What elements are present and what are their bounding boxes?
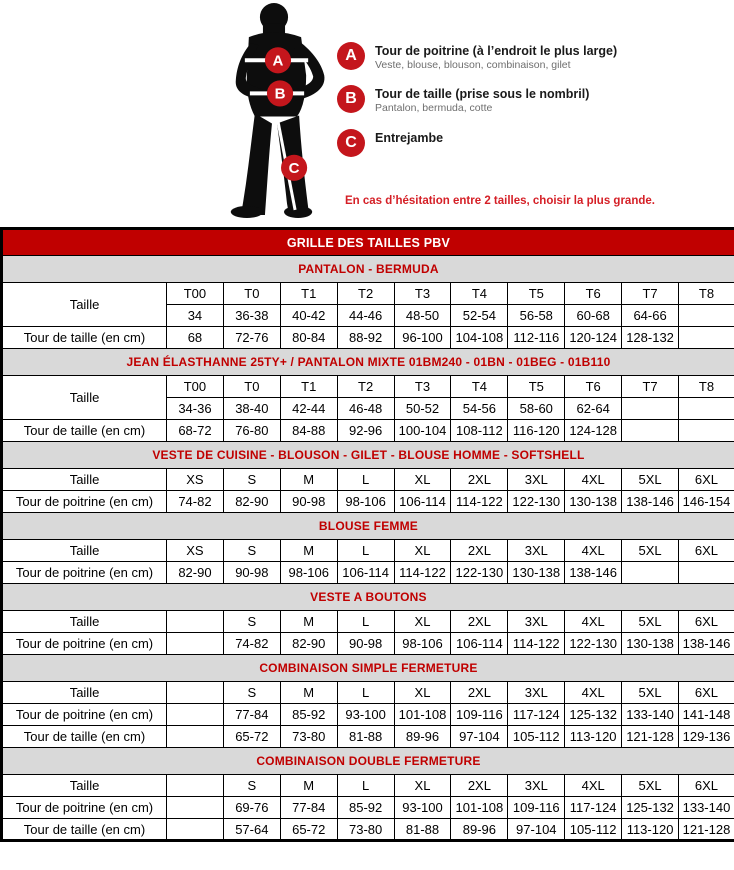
size-cell: 5XL: [622, 682, 679, 704]
size-cell: 101-108: [451, 797, 508, 819]
size-cell: [679, 398, 734, 420]
size-cell: L: [337, 611, 394, 633]
table-row: [2, 797, 734, 819]
size-cell: [679, 562, 734, 584]
size-cell: [167, 726, 224, 748]
row-label: Tour de poitrine (en cm): [2, 797, 167, 819]
size-cell: 120-124: [565, 327, 622, 349]
legend-a-letter: A: [345, 47, 357, 64]
table-row: [2, 819, 734, 841]
row-label: Taille: [2, 376, 167, 420]
size-cell: [622, 398, 679, 420]
size-cell: 97-104: [508, 819, 565, 841]
size-cell: T5: [508, 376, 565, 398]
marker-c-letter: C: [288, 159, 300, 177]
size-cell: 105-112: [565, 819, 622, 841]
row-label: Tour de poitrine (en cm): [2, 704, 167, 726]
size-cell: T00: [167, 376, 224, 398]
size-cell: 57-64: [223, 819, 280, 841]
size-cell: XL: [394, 469, 451, 491]
size-cell: 121-128: [622, 726, 679, 748]
legend-b-letter: B: [345, 90, 357, 107]
size-cell: 5XL: [622, 611, 679, 633]
size-cell: XL: [394, 540, 451, 562]
row-label: Tour de taille (en cm): [2, 327, 167, 349]
measurement-diagram: [0, 0, 734, 227]
size-cell: L: [337, 540, 394, 562]
size-cell: 106-114: [451, 633, 508, 655]
size-cell: 74-82: [167, 491, 224, 513]
section-header-row: [2, 256, 734, 283]
size-cell: 34: [167, 305, 224, 327]
size-cell: 82-90: [280, 633, 337, 655]
size-cell: 73-80: [337, 819, 394, 841]
section-heading: VESTE A BOUTONS: [2, 584, 734, 611]
size-cell: S: [223, 682, 280, 704]
size-cell: 90-98: [223, 562, 280, 584]
size-cell: 6XL: [679, 682, 734, 704]
size-cell: S: [223, 469, 280, 491]
size-cell: M: [280, 775, 337, 797]
size-cell: 138-146: [622, 491, 679, 513]
legend-a-icon: [337, 42, 365, 70]
size-cell: 4XL: [565, 775, 622, 797]
legend-item-c: [337, 129, 443, 157]
size-cell: 68: [167, 327, 224, 349]
grid-title: GRILLE DES TAILLES PBV: [2, 229, 734, 256]
size-cell: 89-96: [451, 819, 508, 841]
row-label: Taille: [2, 469, 167, 491]
section-heading: VESTE DE CUISINE - BLOUSON - GILET - BLOUSE HOMME - SOFTSHELL: [2, 442, 734, 469]
size-cell: T8: [679, 283, 734, 305]
size-cell: 130-138: [565, 491, 622, 513]
size-cell: [167, 819, 224, 841]
legend-b-subtitle: Pantalon, bermuda, cotte: [375, 102, 493, 114]
size-cell: [167, 775, 224, 797]
measurement-legend: [337, 0, 734, 227]
row-label: Tour de poitrine (en cm): [2, 491, 167, 513]
legend-item-b: [337, 85, 589, 115]
table-row: [2, 540, 734, 562]
size-cell: 50-52: [394, 398, 451, 420]
size-cell: 58-60: [508, 398, 565, 420]
size-cell: 84-88: [280, 420, 337, 442]
size-cell: 98-106: [394, 633, 451, 655]
size-cell: 62-64: [565, 398, 622, 420]
size-cell: [622, 562, 679, 584]
size-grid-table: [0, 227, 734, 842]
table-row: [2, 376, 734, 398]
size-cell: T3: [394, 376, 451, 398]
size-cell: 34-36: [167, 398, 224, 420]
size-cell: T3: [394, 283, 451, 305]
size-cell: 96-100: [394, 327, 451, 349]
size-cell: 124-128: [565, 420, 622, 442]
size-cell: 42-44: [280, 398, 337, 420]
size-cell: 90-98: [280, 491, 337, 513]
size-cell: 125-132: [622, 797, 679, 819]
size-cell: 54-56: [451, 398, 508, 420]
legend-a-subtitle: Veste, blouse, blouson, combinaison, gilet: [375, 59, 571, 71]
size-cell: 81-88: [337, 726, 394, 748]
size-cell: 104-108: [451, 327, 508, 349]
size-cell: 109-116: [508, 797, 565, 819]
size-cell: 52-54: [451, 305, 508, 327]
size-cell: 114-122: [394, 562, 451, 584]
row-label: Taille: [2, 611, 167, 633]
size-cell: 6XL: [679, 469, 734, 491]
row-label: Tour de poitrine (en cm): [2, 562, 167, 584]
size-cell: 2XL: [451, 540, 508, 562]
size-cell: 65-72: [280, 819, 337, 841]
marker-a-icon: [265, 47, 291, 73]
size-cell: 82-90: [223, 491, 280, 513]
size-cell: 2XL: [451, 775, 508, 797]
size-cell: 93-100: [337, 704, 394, 726]
row-label: Tour de taille (en cm): [2, 726, 167, 748]
size-cell: 125-132: [565, 704, 622, 726]
table-row: [2, 775, 734, 797]
size-cell: 98-106: [337, 491, 394, 513]
section-heading: JEAN ÉLASTHANNE 25TY+ / PANTALON MIXTE 01BM240 - 01BN - 01BEG - 01B110: [2, 349, 734, 376]
size-cell: 114-122: [508, 633, 565, 655]
section-heading: BLOUSE FEMME: [2, 513, 734, 540]
table-row: [2, 611, 734, 633]
size-cell: 40-42: [280, 305, 337, 327]
section-header-row: [2, 349, 734, 376]
size-cell: 92-96: [337, 420, 394, 442]
size-cell: 4XL: [565, 540, 622, 562]
row-label: Taille: [2, 283, 167, 327]
size-cell: S: [223, 775, 280, 797]
size-cell: 138-146: [565, 562, 622, 584]
size-cell: 130-138: [622, 633, 679, 655]
size-cell: 6XL: [679, 611, 734, 633]
size-cell: T0: [223, 283, 280, 305]
size-cell: 6XL: [679, 775, 734, 797]
size-cell: 106-114: [394, 491, 451, 513]
size-cell: 138-146: [679, 633, 734, 655]
row-label: Taille: [2, 775, 167, 797]
size-cell: [679, 327, 734, 349]
size-cell: T8: [679, 376, 734, 398]
size-cell: 44-46: [337, 305, 394, 327]
size-cell: XL: [394, 611, 451, 633]
size-cell: XL: [394, 775, 451, 797]
size-cell: [167, 797, 224, 819]
size-cell: 3XL: [508, 469, 565, 491]
size-cell: [167, 704, 224, 726]
size-cell: 69-76: [223, 797, 280, 819]
size-cell: [167, 633, 224, 655]
table-row: [2, 327, 734, 349]
size-cell: 129-136: [679, 726, 734, 748]
size-cell: 3XL: [508, 775, 565, 797]
table-row: [2, 283, 734, 305]
size-cell: XL: [394, 682, 451, 704]
size-cell: 74-82: [223, 633, 280, 655]
size-cell: [167, 682, 224, 704]
table-row: [2, 704, 734, 726]
size-cell: [167, 611, 224, 633]
grid-title-row: [2, 229, 734, 256]
size-cell: 85-92: [337, 797, 394, 819]
size-cell: 122-130: [451, 562, 508, 584]
size-cell: [679, 305, 734, 327]
table-row: [2, 491, 734, 513]
row-label: Tour de taille (en cm): [2, 819, 167, 841]
size-cell: 117-124: [508, 704, 565, 726]
marker-b-letter: B: [274, 85, 286, 103]
size-cell: [679, 420, 734, 442]
size-cell: T1: [280, 376, 337, 398]
size-cell: 6XL: [679, 540, 734, 562]
size-cell: 77-84: [280, 797, 337, 819]
size-cell: T2: [337, 283, 394, 305]
size-cell: T0: [223, 376, 280, 398]
table-row: [2, 633, 734, 655]
marker-b-icon: [267, 80, 293, 106]
size-cell: 133-140: [622, 704, 679, 726]
marker-a-letter: A: [272, 52, 284, 70]
size-cell: 3XL: [508, 682, 565, 704]
size-cell: 113-120: [565, 726, 622, 748]
body-silhouette: [220, 3, 332, 219]
size-cell: 72-76: [223, 327, 280, 349]
size-cell: S: [223, 611, 280, 633]
size-cell: 36-38: [223, 305, 280, 327]
size-cell: 2XL: [451, 682, 508, 704]
size-cell: 113-120: [622, 819, 679, 841]
size-cell: 141-148: [679, 704, 734, 726]
size-cell: 4XL: [565, 611, 622, 633]
size-cell: 122-130: [565, 633, 622, 655]
size-cell: T1: [280, 283, 337, 305]
row-label: Taille: [2, 682, 167, 704]
size-cell: 80-84: [280, 327, 337, 349]
size-cell: 3XL: [508, 540, 565, 562]
table-row: [2, 562, 734, 584]
section-header-row: [2, 442, 734, 469]
size-cell: 4XL: [565, 469, 622, 491]
size-cell: 116-120: [508, 420, 565, 442]
row-label: Taille: [2, 540, 167, 562]
size-cell: T6: [565, 283, 622, 305]
section-header-row: [2, 513, 734, 540]
size-cell: T2: [337, 376, 394, 398]
size-cell: 2XL: [451, 611, 508, 633]
legend-c-letter: C: [345, 134, 357, 151]
size-cell: 114-122: [451, 491, 508, 513]
size-cell: 3XL: [508, 611, 565, 633]
legend-item-a: [337, 42, 617, 72]
size-cell: 73-80: [280, 726, 337, 748]
size-cell: 60-68: [565, 305, 622, 327]
legend-a-title: Tour de poitrine (à l’endroit le plus large): [375, 44, 618, 58]
section-header-row: [2, 584, 734, 611]
size-cell: [622, 420, 679, 442]
size-cell: T7: [622, 283, 679, 305]
size-cell: 2XL: [451, 469, 508, 491]
size-cell: 82-90: [167, 562, 224, 584]
size-cell: 38-40: [223, 398, 280, 420]
size-cell: T5: [508, 283, 565, 305]
size-cell: 46-48: [337, 398, 394, 420]
size-cell: T4: [451, 376, 508, 398]
size-cell: 98-106: [280, 562, 337, 584]
size-cell: 130-138: [508, 562, 565, 584]
size-cell: 106-114: [337, 562, 394, 584]
size-grid-body: [2, 229, 734, 841]
size-cell: XS: [167, 540, 224, 562]
size-cell: 88-92: [337, 327, 394, 349]
size-cell: 112-116: [508, 327, 565, 349]
size-cell: 109-116: [451, 704, 508, 726]
size-cell: 48-50: [394, 305, 451, 327]
table-row: [2, 469, 734, 491]
section-heading: COMBINAISON SIMPLE FERMETURE: [2, 655, 734, 682]
size-cell: T7: [622, 376, 679, 398]
size-cell: 146-154: [679, 491, 734, 513]
size-cell: 65-72: [223, 726, 280, 748]
size-cell: 4XL: [565, 682, 622, 704]
size-cell: 76-80: [223, 420, 280, 442]
size-cell: 5XL: [622, 775, 679, 797]
size-cell: 93-100: [394, 797, 451, 819]
legend-c-text: [375, 129, 443, 146]
size-cell: 85-92: [280, 704, 337, 726]
table-row: [2, 726, 734, 748]
size-cell: 97-104: [451, 726, 508, 748]
size-cell: M: [280, 682, 337, 704]
hesitation-note: En cas d’hésitation entre 2 tailles, choisir la plus grande.: [345, 195, 655, 207]
size-cell: 89-96: [394, 726, 451, 748]
size-cell: 117-124: [565, 797, 622, 819]
size-cell: XS: [167, 469, 224, 491]
size-cell: 133-140: [679, 797, 734, 819]
section-header-row: [2, 655, 734, 682]
size-cell: 81-88: [394, 819, 451, 841]
size-cell: 108-112: [451, 420, 508, 442]
table-row: [2, 420, 734, 442]
legend-b-text: [375, 85, 589, 115]
legend-a-text: [375, 42, 617, 72]
size-cell: L: [337, 682, 394, 704]
size-cell: 5XL: [622, 469, 679, 491]
legend-b-icon: [337, 85, 365, 113]
table-row: [2, 682, 734, 704]
size-cell: L: [337, 469, 394, 491]
row-label: Tour de taille (en cm): [2, 420, 167, 442]
size-cell: 128-132: [622, 327, 679, 349]
legend-c-title: Entrejambe: [375, 131, 444, 145]
legend-c-icon: [337, 129, 365, 157]
section-heading: PANTALON - BERMUDA: [2, 256, 734, 283]
size-cell: S: [223, 540, 280, 562]
size-cell: 5XL: [622, 540, 679, 562]
size-cell: 105-112: [508, 726, 565, 748]
size-cell: 101-108: [394, 704, 451, 726]
size-cell: L: [337, 775, 394, 797]
size-cell: 90-98: [337, 633, 394, 655]
size-cell: T00: [167, 283, 224, 305]
size-cell: M: [280, 540, 337, 562]
marker-c-icon: [281, 155, 307, 181]
row-label: Tour de poitrine (en cm): [2, 633, 167, 655]
size-cell: 68-72: [167, 420, 224, 442]
size-cell: T6: [565, 376, 622, 398]
size-cell: T4: [451, 283, 508, 305]
size-cell: M: [280, 611, 337, 633]
size-cell: M: [280, 469, 337, 491]
section-header-row: [2, 748, 734, 775]
size-cell: 77-84: [223, 704, 280, 726]
section-heading: COMBINAISON DOUBLE FERMETURE: [2, 748, 734, 775]
size-cell: 121-128: [679, 819, 734, 841]
size-cell: 122-130: [508, 491, 565, 513]
size-cell: 100-104: [394, 420, 451, 442]
legend-b-title: Tour de taille (prise sous le nombril): [375, 87, 590, 101]
size-cell: 64-66: [622, 305, 679, 327]
size-cell: 56-58: [508, 305, 565, 327]
